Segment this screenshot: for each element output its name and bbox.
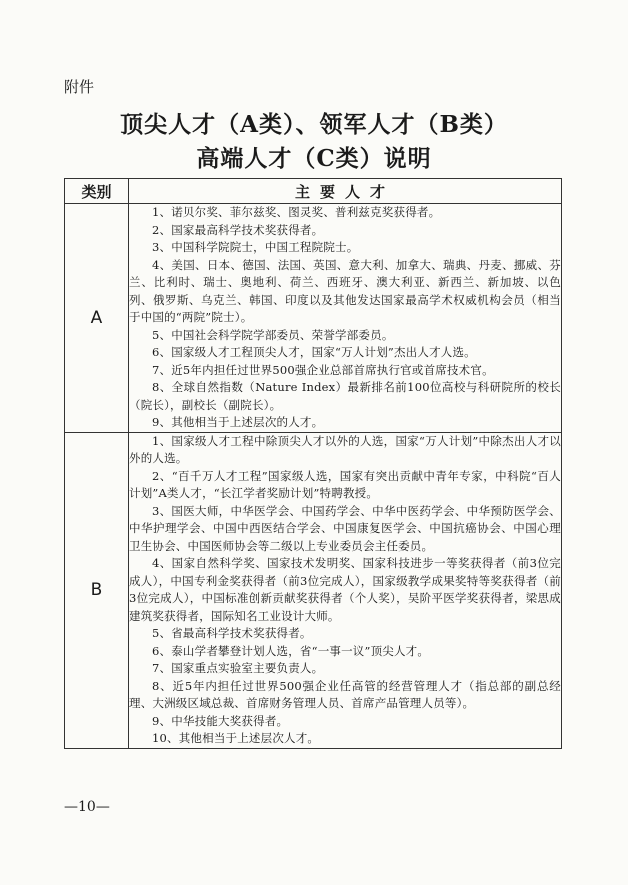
list-item: 6、国家级人才工程顶尖人才，国家“万人计划”杰出人才人选。: [152, 345, 476, 359]
header-category: 类别: [65, 179, 129, 204]
list-item: 9、其他相当于上述层次的人才。: [152, 415, 324, 429]
list-item: 10、其他相当于上述层次人才。: [152, 731, 320, 745]
talent-table: [64, 178, 562, 749]
title-line-2: 高端人才（C类）说明: [196, 145, 432, 172]
list-item: 5、中国社会科学院学部委员、荣誉学部委员。: [152, 327, 394, 342]
list-item: 2、“百千万人才工程”国家级人选，国家有突出贡献中青年专家，中科院“百人计划”A类人才，“长江学者奖励计划”特聘教授。: [129, 468, 561, 500]
list-item: 6、泰山学者攀登计划人选，省“一事一议”顶尖人才。: [152, 643, 430, 658]
attachment-label: 附件: [64, 78, 95, 96]
table-header-row: [65, 179, 562, 204]
title-line-1: 顶尖人才（A类）、领军人才（B类）: [120, 111, 508, 138]
list-item: 1、诺贝尔奖、菲尔兹奖、图灵奖、普利兹克奖获得者。: [152, 205, 441, 219]
list-item: 8、全球自然指数（Nature Index）最新排名前100位高校与科研院所的校长（院长），副校长（副院长）。: [129, 380, 561, 412]
list-item: 8、近5年内担任过世界500强企业任高管的经营管理人才（指总部的副总经理、大洲级区域总裁、首席财务管理人员、首席产品管理人员等）。: [129, 678, 561, 710]
page-number: —10—: [64, 799, 110, 815]
list-item: 7、国家重点实验室主要负责人。: [152, 661, 324, 675]
list-item: 9、中华技能大奖获得者。: [152, 713, 289, 728]
category-b: B: [65, 432, 129, 748]
table-row-b: [65, 432, 562, 748]
items-a: [129, 204, 562, 433]
list-item: 1、国家级人才工程中除顶尖人才以外的人选，国家“万人计划”中除杰出人才以外的人选。: [129, 433, 561, 465]
list-item: 7、近5年内担任过世界500强企业总部首席执行官或首席技术官。: [152, 362, 494, 377]
list-item: 3、国医大师，中华医学会、中国药学会、中华中医药学会、中华预防医学会、中华护理学会、中国中西医结合学会、中国康复医学会、中国抗癌协会、中国心理卫生协会、中国医师协会等二级以上专业委员会主任委员。: [129, 503, 561, 553]
category-a: A: [65, 204, 129, 433]
list-item: 2、国家最高科学技术奖获得者。: [152, 222, 324, 237]
items-b: [129, 432, 562, 748]
list-item: 4、美国、日本、德国、法国、英国、意大利、加拿大、瑞典、丹麦、挪威、芬兰、比利时、瑞士、奥地利、荷兰、西班牙、澳大利亚、新西兰、新加坡、以色列、俄罗斯、乌克兰、韩国、印度以及其他发达国家最高学术权威机构会员（相当于中国的“两院”院士）。: [129, 257, 561, 324]
table-row-a: [65, 204, 562, 433]
list-item: 5、省最高科学技术奖获得者。: [152, 626, 312, 640]
list-item: 4、国家自然科学奖、国家技术发明奖、国家科技进步一等奖获得者（前3位完成人），中国专利金奖获得者（前3位完成人），国家级教学成果奖特等奖获得者（前3位完成人），中国标准创新贡献奖获得者（个人奖），吴阶平医学奖获得者，梁思成建筑奖获得者，国际知名工业设计大师。: [129, 556, 561, 623]
header-main: 主要人才: [129, 179, 562, 204]
list-item: 3、中国科学院院士，中国工程院院士。: [152, 240, 359, 254]
